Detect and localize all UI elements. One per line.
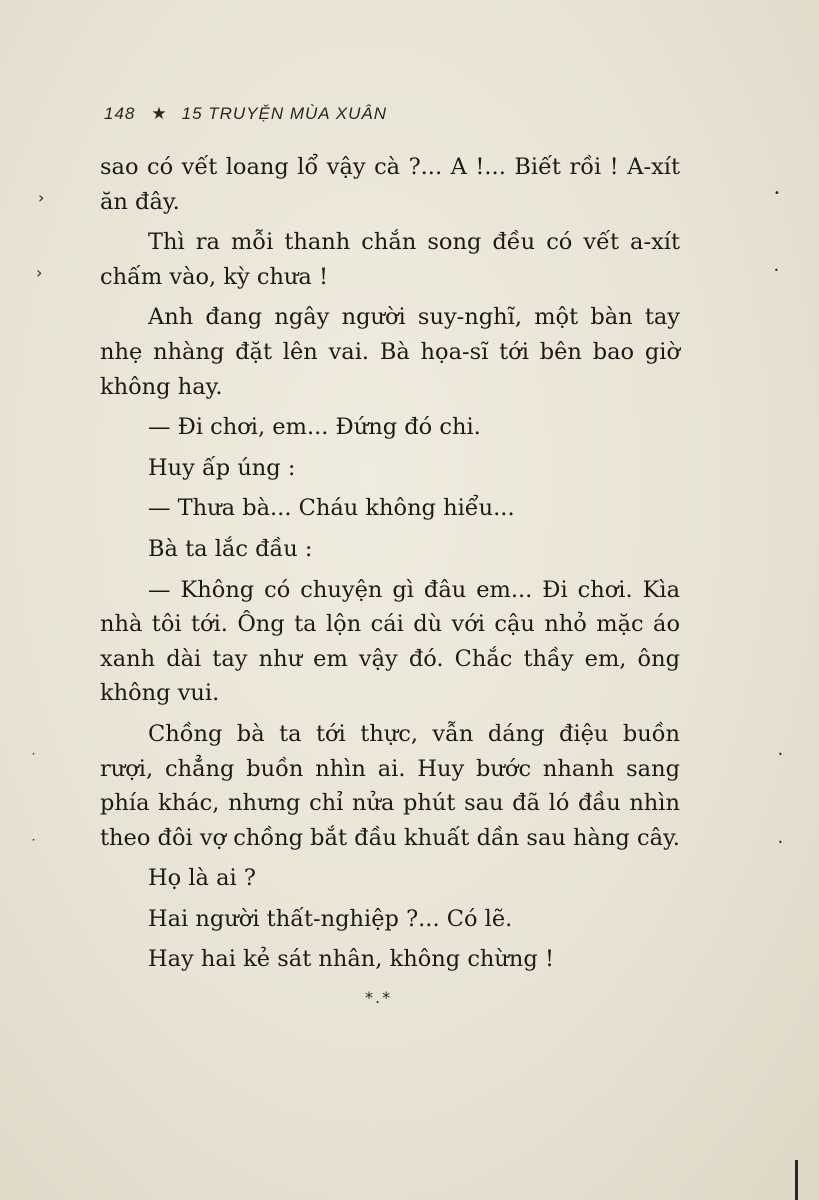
book-title: 15 TRUYỆN MÙA XUÂN	[181, 104, 387, 123]
paragraph: Bà ta lắc đầu :	[148, 535, 313, 562]
margin-speck-icon: ›	[38, 188, 45, 207]
margin-dot-icon: •	[774, 266, 779, 275]
paragraph: Thì ra mỗi thanh chắn song đều có vết a-xít chấm vào, kỳ chưa !	[100, 229, 680, 290]
section-end-ornament: *.*	[365, 988, 393, 1007]
paragraph: Hai người thất-nghiệp ?... Có lẽ.	[148, 905, 513, 932]
margin-dot-icon: •	[774, 188, 780, 199]
star-icon: ★	[151, 104, 168, 123]
margin-dot-icon: •	[778, 838, 783, 847]
paragraph-continuation: sao có vết loang lổ vậy cà ?... A !... Biết rồi ! A-xít ăn đây.	[100, 154, 680, 215]
paragraph: Anh đang ngây người suy-nghĩ, một bàn tay nhẹ nhàng đặt lên vai. Bà họa-sĩ tới bên bao giờ không hay.	[100, 304, 680, 400]
margin-speck-icon: ˙	[30, 838, 37, 854]
dialogue-line: — Không có chuyện gì đâu em... Đi chơi. Kìa nhà tôi tới. Ông ta lộn cái dù với cậu nhỏ mặc áo xanh dài tay như em vậy đó. Chắc thầy em, ông không vui.	[100, 576, 680, 707]
margin-speck-icon: ›	[36, 263, 43, 282]
page-number: 148	[104, 104, 136, 123]
paragraph: Chồng bà ta tới thực, vẫn dáng điệu buồn rượi, chẳng buồn nhìn ai. Huy bước nhanh sang phía khác, nhưng chỉ nửa phút sau đã ló đầu nhìn theo đôi vợ chồng bắt đầu khuất dần sau hàng cây.	[100, 720, 680, 851]
dialogue-line: — Thưa bà... Cháu không hiểu...	[148, 495, 515, 522]
page-edge-line	[795, 1160, 798, 1200]
paragraph: Huy ấp úng :	[148, 454, 296, 481]
margin-speck-icon: ˙	[30, 752, 37, 768]
margin-dot-icon: •	[778, 750, 783, 759]
paragraph: Họ là ai ?	[148, 865, 256, 892]
body-text	[100, 150, 680, 977]
paragraph: Hay hai kẻ sát nhân, không chừng !	[148, 946, 554, 973]
running-head	[104, 104, 387, 124]
dialogue-line: — Đi chơi, em... Đứng đó chi.	[148, 414, 481, 441]
